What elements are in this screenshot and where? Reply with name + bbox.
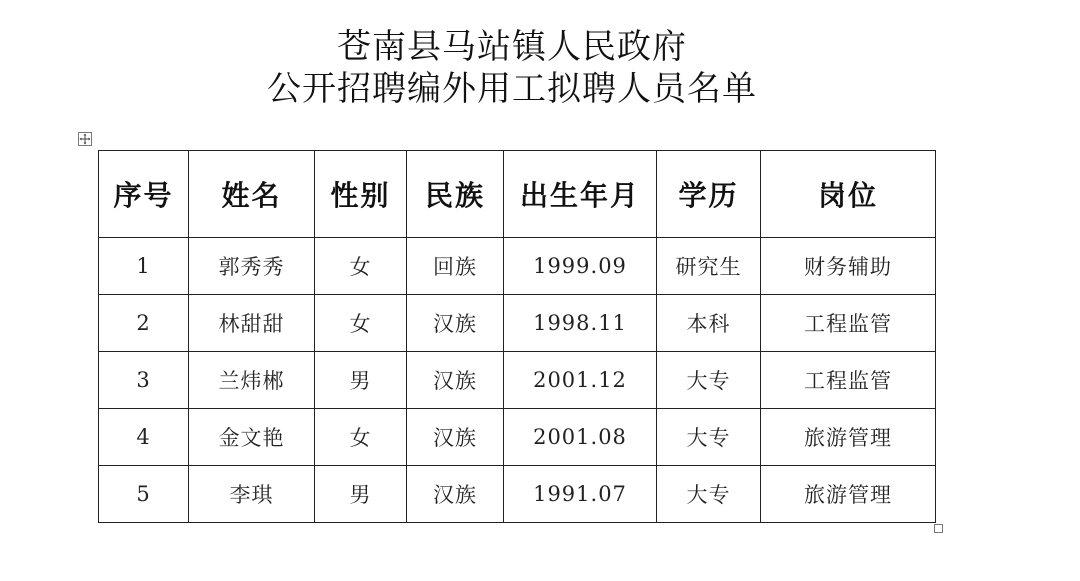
table-row <box>99 409 936 466</box>
table-resize-icon[interactable] <box>934 524 943 533</box>
cell-birth-date[interactable]: 1999.09 <box>504 238 657 295</box>
cell-gender[interactable]: 女 <box>315 295 407 352</box>
table-row <box>99 352 936 409</box>
cell-birth-date[interactable]: 2001.08 <box>504 409 657 466</box>
cell-position[interactable]: 旅游管理 <box>761 409 936 466</box>
table-header-row <box>99 151 936 238</box>
cell-position[interactable]: 工程监管 <box>761 352 936 409</box>
move-arrows-icon <box>79 133 91 145</box>
header-position[interactable]: 岗位 <box>761 151 936 238</box>
cell-education[interactable]: 本科 <box>657 295 761 352</box>
cell-index[interactable]: 3 <box>99 352 189 409</box>
cell-ethnicity[interactable]: 汉族 <box>407 466 504 523</box>
cell-gender[interactable]: 女 <box>315 409 407 466</box>
cell-position[interactable]: 财务辅助 <box>761 238 936 295</box>
header-education[interactable]: 学历 <box>657 151 761 238</box>
cell-name[interactable]: 林甜甜 <box>189 295 315 352</box>
cell-education[interactable]: 大专 <box>657 466 761 523</box>
header-birth-date[interactable]: 出生年月 <box>504 151 657 238</box>
table-row <box>99 295 936 352</box>
table-row <box>99 238 936 295</box>
cell-name[interactable]: 郭秀秀 <box>189 238 315 295</box>
document-title <box>0 26 1024 110</box>
cell-name[interactable]: 金文艳 <box>189 409 315 466</box>
cell-gender[interactable]: 女 <box>315 238 407 295</box>
cell-education[interactable]: 大专 <box>657 409 761 466</box>
cell-birth-date[interactable]: 2001.12 <box>504 352 657 409</box>
cell-index[interactable]: 5 <box>99 466 189 523</box>
cell-ethnicity[interactable]: 汉族 <box>407 409 504 466</box>
cell-birth-date[interactable]: 1991.07 <box>504 466 657 523</box>
header-index[interactable]: 序号 <box>99 151 189 238</box>
title-line-2: 公开招聘编外用工拟聘人员名单 <box>267 69 757 109</box>
roster-table <box>98 150 936 523</box>
cell-ethnicity[interactable]: 汉族 <box>407 295 504 352</box>
cell-index[interactable]: 2 <box>99 295 189 352</box>
cell-index[interactable]: 4 <box>99 409 189 466</box>
table-row <box>99 466 936 523</box>
cell-position[interactable]: 旅游管理 <box>761 466 936 523</box>
cell-birth-date[interactable]: 1998.11 <box>504 295 657 352</box>
cell-ethnicity[interactable]: 汉族 <box>407 352 504 409</box>
cell-ethnicity[interactable]: 回族 <box>407 238 504 295</box>
header-gender[interactable]: 性别 <box>315 151 407 238</box>
table-move-icon[interactable] <box>78 132 92 146</box>
cell-index[interactable]: 1 <box>99 238 189 295</box>
cell-education[interactable]: 大专 <box>657 352 761 409</box>
cell-position[interactable]: 工程监管 <box>761 295 936 352</box>
header-name[interactable]: 姓名 <box>189 151 315 238</box>
title-line-1: 苍南县马站镇人民政府 <box>337 27 687 67</box>
cell-gender[interactable]: 男 <box>315 466 407 523</box>
cell-name[interactable]: 李琪 <box>189 466 315 523</box>
header-ethnicity[interactable]: 民族 <box>407 151 504 238</box>
cell-gender[interactable]: 男 <box>315 352 407 409</box>
cell-name[interactable]: 兰炜郴 <box>189 352 315 409</box>
cell-education[interactable]: 研究生 <box>657 238 761 295</box>
